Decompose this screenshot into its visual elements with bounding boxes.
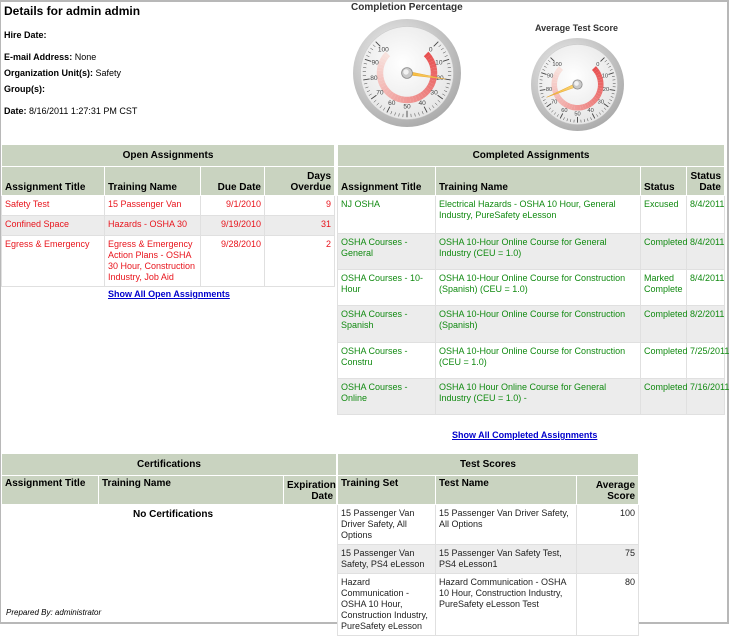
gauge-band-segment <box>559 68 561 70</box>
average-score-gauge <box>530 37 625 132</box>
test-name: 15 Passenger Van Safety Test, PS4 eLesson1 <box>436 545 577 574</box>
table-row <box>338 270 725 306</box>
gauge-band-segment <box>594 68 596 70</box>
gauge-band-segment <box>431 83 432 86</box>
test-scores-table <box>337 453 639 636</box>
days-overdue: 9 <box>265 196 335 216</box>
show-all-open-assignments-link[interactable]: Show All Open Assignments <box>108 289 230 299</box>
gauge-band-segment <box>419 95 422 97</box>
status-date: 8/4/2011 <box>687 270 725 306</box>
gauge-band-segment <box>569 106 572 107</box>
column-header: Training Name <box>436 167 641 196</box>
gauge-tick-label: 30 <box>430 90 438 97</box>
gauge-tick-label: 40 <box>587 108 593 114</box>
gauge-band-segment <box>432 62 433 65</box>
completion-gauge <box>352 18 462 128</box>
org-value: Safety <box>96 68 122 78</box>
gauge-tick-label: 0 <box>596 62 599 68</box>
gauge-band-segment <box>395 97 398 98</box>
gauge-band-segment <box>556 72 557 74</box>
training-set: 15 Passenger Van Driver Safety, All Options <box>338 505 436 545</box>
gauge-tick-label: 10 <box>435 60 443 67</box>
open-assignments-caption: Open Assignments <box>2 145 335 167</box>
email-row <box>4 52 96 62</box>
gauge-band-segment <box>599 91 600 94</box>
status-date: 8/2/2011 <box>687 306 725 343</box>
gauge-band-segment <box>382 59 383 62</box>
page-title: Details for admin admin <box>4 4 140 18</box>
gauge-band-segment <box>387 91 389 93</box>
training-name: Electrical Hazards - OSHA 10 Hour, General Industry, PureSafety eLesson <box>436 196 641 234</box>
gauge-band-segment <box>562 102 564 104</box>
column-header: Status Date <box>687 167 725 196</box>
gauge-band-segment <box>398 98 401 99</box>
gauge-band-segment <box>567 105 570 106</box>
gauge-band-segment <box>432 80 433 83</box>
table-row <box>338 574 639 636</box>
gauge-band-segment <box>593 100 595 102</box>
assignment-title: OSHA Courses - Spanish <box>338 306 436 343</box>
certifications-caption: Certifications <box>2 454 337 476</box>
training-name: OSHA 10-Hour Online Course for General Industry (CEU = 1.0) <box>436 234 641 270</box>
table-row <box>338 545 639 574</box>
gauge-tick-label: 10 <box>602 74 608 80</box>
gauge-band-segment <box>425 91 427 93</box>
gauge-band-segment <box>597 72 598 74</box>
average-score-gauge-title: Average Test Score <box>535 23 618 33</box>
due-date: 9/28/2010 <box>201 236 265 287</box>
groups-row <box>4 84 45 94</box>
table-row <box>338 196 725 234</box>
table-row <box>338 234 725 270</box>
table-row <box>2 216 335 236</box>
gauge-tick-label: 70 <box>376 90 384 97</box>
prepared-by: Prepared By: administrator <box>6 608 101 617</box>
training-name: 15 Passenger Van <box>105 196 201 216</box>
completion-gauge-title: Completion Percentage <box>351 2 463 13</box>
gauge-tick-label: 40 <box>419 100 427 107</box>
groups-label: Group(s): <box>4 84 45 94</box>
test-name: 15 Passenger Van Driver Safety, All Options <box>436 505 577 545</box>
table-row <box>338 306 725 343</box>
gauge-band-segment <box>595 98 597 100</box>
status: Completed <box>641 343 687 379</box>
gauge-band-segment <box>413 98 416 99</box>
column-header: Average Score <box>577 476 639 505</box>
status: Completed <box>641 234 687 270</box>
gauge-band-segment <box>555 75 556 78</box>
training-name: Hazards - OSHA 30 <box>105 216 201 236</box>
days-overdue: 2 <box>265 236 335 287</box>
gauge-band-segment <box>600 88 601 91</box>
table-row <box>2 236 335 287</box>
gauge-band-segment <box>555 88 556 91</box>
gauge-band-segment <box>384 56 386 59</box>
training-set: 15 Passenger Van Safety, PS4 eLesson <box>338 545 436 574</box>
assignment-title: OSHA Courses - Online <box>338 379 436 415</box>
status: Marked Complete <box>641 270 687 306</box>
gauge-band-segment <box>596 70 598 72</box>
training-name: OSHA 10 Hour Online Course for General Industry (CEU = 1.0) - <box>436 379 641 415</box>
gauge-band-segment <box>560 100 562 102</box>
gauge-band-segment <box>429 86 431 89</box>
gauge-band-segment <box>558 70 560 72</box>
training-name: OSHA 10-Hour Online Course for Construction (CEU = 1.0) <box>436 343 641 379</box>
date-row <box>4 106 137 116</box>
gauge-band-segment <box>559 98 561 100</box>
date-label: Date: <box>4 106 27 116</box>
column-header: Training Name <box>105 167 201 196</box>
column-header: Training Set <box>338 476 436 505</box>
assignment-title: OSHA Courses - Constru <box>338 343 436 379</box>
gauge-band-segment <box>401 99 404 100</box>
gauge-tick-label: 50 <box>403 103 411 110</box>
column-header: Status <box>641 167 687 196</box>
status: Excused <box>641 196 687 234</box>
gauge-tick-label: 0 <box>429 46 433 53</box>
due-date: 9/19/2010 <box>201 216 265 236</box>
assignment-title: Confined Space <box>2 216 105 236</box>
gauge-band-segment <box>586 105 589 106</box>
gauge-tick-label: 30 <box>598 99 604 105</box>
hire-date-label: Hire Date: <box>4 30 47 40</box>
table-row <box>338 343 725 379</box>
gauge-tick-label: 100 <box>552 62 562 68</box>
gauge-band-segment <box>583 106 586 107</box>
average-score: 75 <box>577 545 639 574</box>
average-score: 100 <box>577 505 639 545</box>
gauge-tick-label: 80 <box>546 87 552 93</box>
gauge-band-segment <box>588 104 590 105</box>
gauge-hub-highlight <box>403 69 408 74</box>
gauge-band-segment <box>590 102 592 104</box>
status: Completed <box>641 379 687 415</box>
days-overdue: 31 <box>265 216 335 236</box>
assignment-title: Safety Test <box>2 196 105 216</box>
gauge-tick-label: 50 <box>574 111 580 117</box>
assignment-title: OSHA Courses - 10-Hour <box>338 270 436 306</box>
email-value: None <box>75 52 97 62</box>
gauge-tick-label: 70 <box>551 99 557 105</box>
gauge-band-segment <box>426 54 428 56</box>
gauge-band-segment <box>381 62 382 65</box>
column-header: Due Date <box>201 167 265 196</box>
gauge-band-segment <box>422 94 425 96</box>
training-name: Egress & Emergency Action Plans - OSHA 30 Hour, Construction Industry, Job Aid <box>105 236 201 287</box>
gauge-band-segment <box>596 96 597 98</box>
completed-assignments-caption: Completed Assignments <box>338 145 725 167</box>
gauge-band-segment <box>430 59 431 62</box>
org-label: Organization Unit(s): <box>4 68 93 78</box>
status-date: 7/16/2011 <box>687 379 725 415</box>
training-name: OSHA 10-Hour Online Course for Construction (Spanish) <box>436 306 641 343</box>
gauge-tick-label: 90 <box>371 60 379 67</box>
status-date: 8/4/2011 <box>687 234 725 270</box>
gauge-band-segment <box>598 93 599 95</box>
table-row <box>338 379 725 415</box>
date-value: 8/16/2011 1:27:31 PM CST <box>29 106 137 116</box>
average-score: 80 <box>577 574 639 636</box>
gauge-band-segment <box>565 104 567 105</box>
gauge-band-segment <box>555 77 556 80</box>
column-header: Training Name <box>99 476 284 505</box>
gauge-tick-label: 20 <box>603 87 609 93</box>
gauge-band-segment <box>410 99 413 100</box>
gauge-band-segment <box>427 89 429 91</box>
gauge-band-segment <box>392 95 395 97</box>
show-all-completed-assignments-link[interactable]: Show All Completed Assignments <box>452 430 597 440</box>
gauge-tick-label: 100 <box>378 46 389 53</box>
gauge-band-segment <box>380 77 381 80</box>
gauge-tick-label: 20 <box>436 75 444 82</box>
status-date: 7/25/2011 <box>687 343 725 379</box>
gauge-band-segment <box>386 54 388 56</box>
status-date: 8/4/2011 <box>687 196 725 234</box>
column-header: Assignment Title <box>2 167 105 196</box>
open-assignments-table <box>1 144 335 287</box>
training-name: OSHA 10-Hour Online Course for Construction (Spanish) (CEU = 1.0) <box>436 270 641 306</box>
assignment-title: NJ OSHA <box>338 196 436 234</box>
column-header: Assignment Title <box>338 167 436 196</box>
gauge-band-segment <box>382 83 383 86</box>
column-header: Expiration Date <box>284 476 337 505</box>
gauge-band-segment <box>600 77 601 80</box>
test-name: Hazard Communication - OSHA 10 Hour, Construction Industry, PureSafety eLesson Test <box>436 574 577 636</box>
training-set: Hazard Communication - OSHA 10 Hour, Construction Industry, PureSafety eLesson <box>338 574 436 636</box>
gauge-band-segment <box>381 65 382 68</box>
gauge-band-segment <box>383 86 385 89</box>
gauge-band-segment <box>599 75 600 78</box>
test-scores-caption: Test Scores <box>338 454 639 476</box>
completed-assignments-table <box>337 144 725 415</box>
gauge-tick-label: 60 <box>388 100 396 107</box>
table-row <box>2 196 335 216</box>
table-row <box>338 505 639 545</box>
column-header: Days Overdue <box>265 167 335 196</box>
email-label: E-mail Address: <box>4 52 72 62</box>
column-header: Test Name <box>436 476 577 505</box>
gauge-tick-label: 90 <box>547 74 553 80</box>
gauge-hub-highlight <box>574 81 579 86</box>
certifications-table <box>1 453 337 505</box>
status: Completed <box>641 306 687 343</box>
due-date: 9/1/2010 <box>201 196 265 216</box>
gauge-band-segment <box>389 94 392 96</box>
hire-date-row <box>4 30 47 40</box>
gauge-band-segment <box>557 96 558 98</box>
gauge-band-segment <box>433 65 434 68</box>
assignment-title: Egress & Emergency <box>2 236 105 287</box>
gauge-tick-label: 80 <box>370 75 378 82</box>
gauge-band-segment <box>428 56 430 59</box>
no-certifications-message: No Certifications <box>133 509 213 520</box>
gauge-tick-label: 60 <box>561 108 567 114</box>
org-row <box>4 68 121 78</box>
gauge-band-segment <box>385 89 387 91</box>
column-header: Assignment Title <box>2 476 99 505</box>
gauge-band-segment <box>416 97 419 98</box>
gauge-band-segment <box>381 80 382 83</box>
assignment-title: OSHA Courses - General <box>338 234 436 270</box>
